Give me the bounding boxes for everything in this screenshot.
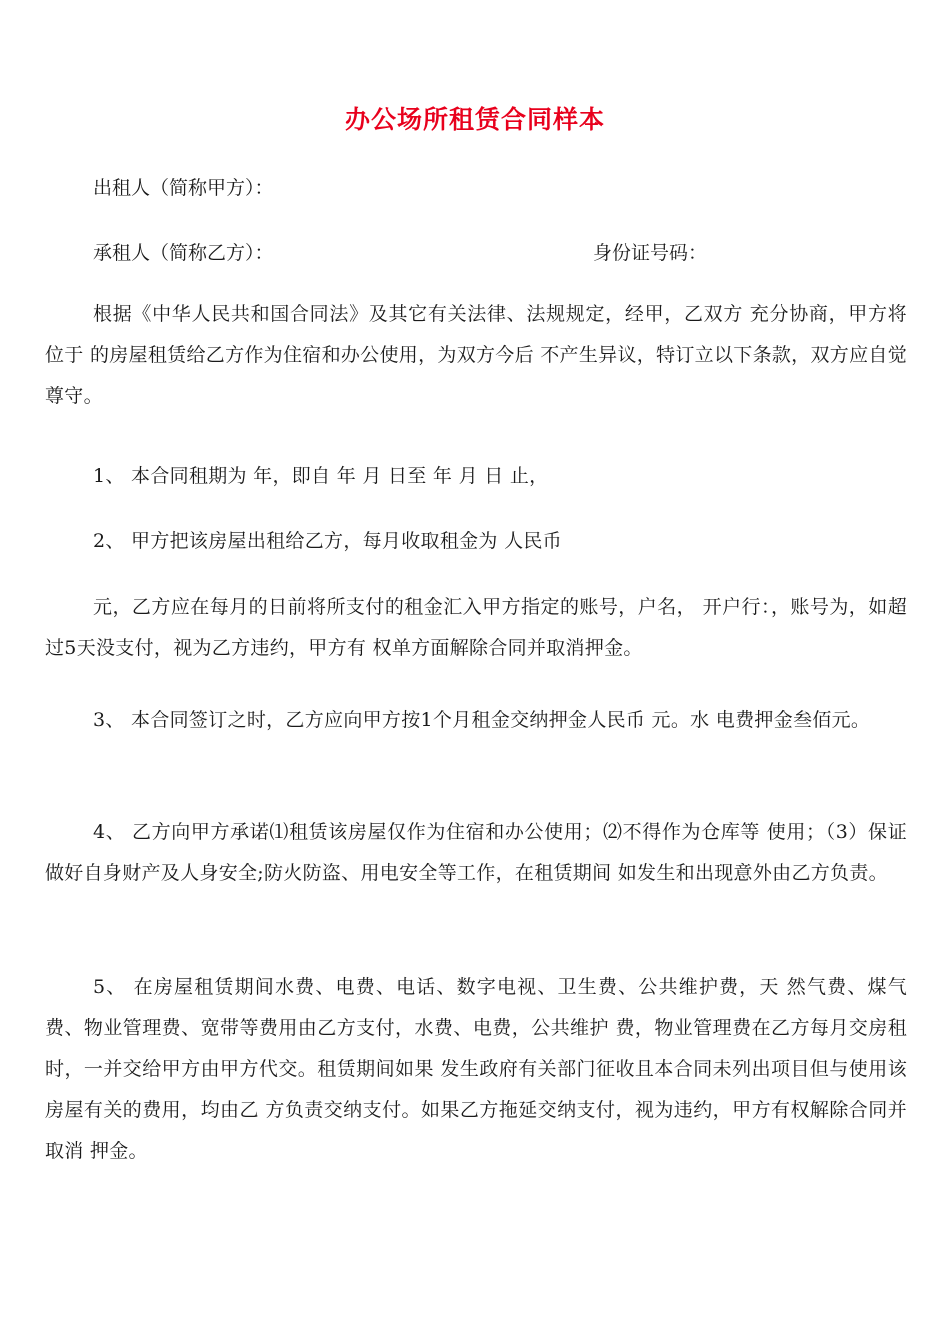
document-title: 办公场所租赁合同样本 (344, 105, 605, 134)
clause-5: 5、 在房屋租赁期间水费、电费、电话、数字电视、卫生费、公共维护费，天 然气费、煤气费、物业管理费、宽带等费用由乙方支付，水费、电费，公共维护 费，物业管理费在乙方每月交房租时，一并交给甲方由甲方代交。租赁期间如果 发生政府有关部门征收且本合同未列出项目但与使用该房屋有关的费用，均由乙 方负责交纳支付。如果乙方拖延交纳支付，视为违约，甲方有权解除合同并取消 押金。 (45, 976, 907, 1162)
lessor-label: 出租人（简称甲方）： (93, 177, 274, 199)
lessee-label: 承租人（简称乙方）： (93, 242, 274, 264)
clause-2-continuation: 元，乙方应在每月的日前将所支付的租金汇入甲方指定的账号，户名， 开户行：，账号为，如超过5天没支付，视为乙方违约，甲方有 权单方面解除合同并取消押金。 (45, 596, 907, 659)
clause-4: 4、 乙方向甲方承诺⑴租赁该房屋仅作为住宿和办公使用；⑵不得作为仓库等 使用；（3）保证做好自身财产及人身安全;防火防盗、用电安全等工作，在租赁期间 如发生和出现意外由乙方负责。 (45, 821, 907, 884)
clause-3: 3、 本合同签订之时，乙方应向甲方按1个月租金交纳押金人民币 元。水 电费押金叁佰元。 (93, 709, 871, 731)
intro-paragraph: 根据《中华人民共和国合同法》及其它有关法律、法规规定，经甲，乙双方 充分协商，甲方将位于 的房屋租赁给乙方作为住宿和办公使用，为双方今后 不产生异议，特订立以下条款，双方应自觉尊守。 (45, 303, 907, 407)
clause-2: 2、 甲方把该房屋出租给乙方，每月收取租金为 人民币 (93, 530, 562, 552)
clause-1: 1、 本合同租期为 年，即自 年 月 日至 年 月 日 止， (93, 465, 549, 487)
id-number-label: 身份证号码： (593, 242, 708, 264)
